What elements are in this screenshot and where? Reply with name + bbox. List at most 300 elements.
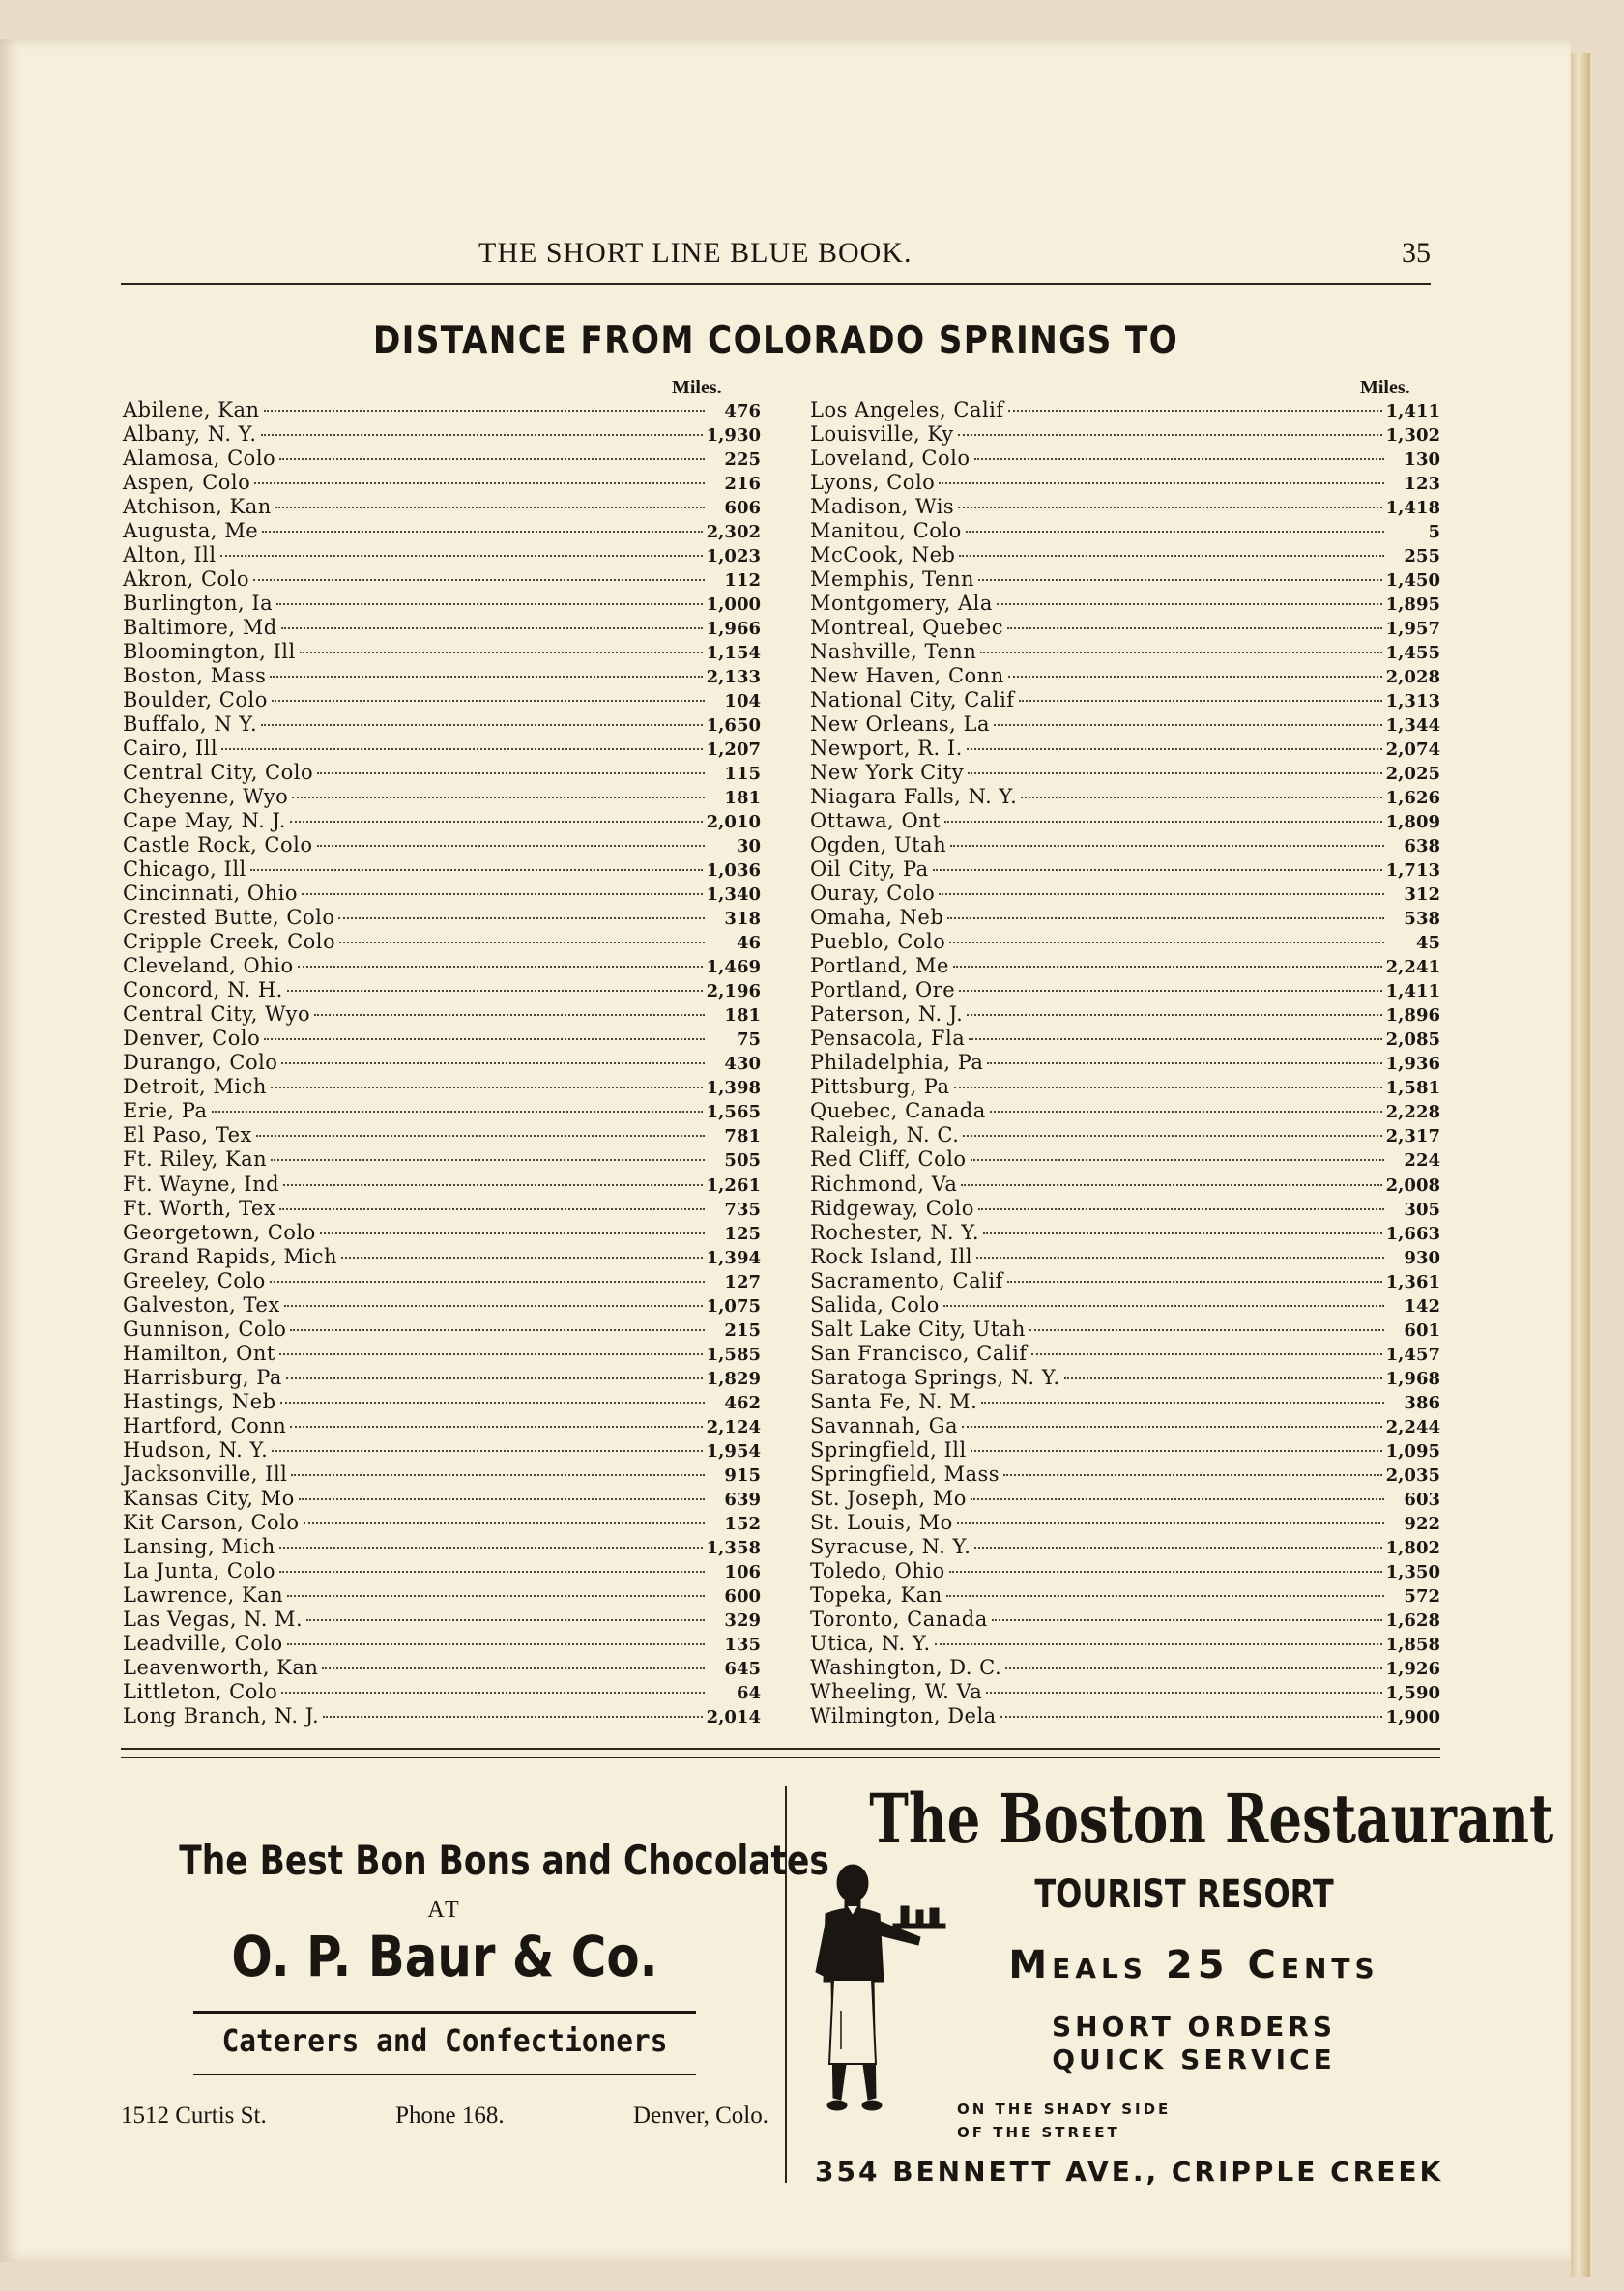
city-name: Lawrence, Kan (123, 1582, 284, 1607)
dot-leader (264, 410, 705, 412)
distance-miles: 225 (724, 450, 761, 471)
city-name: La Junta, Colo (123, 1558, 276, 1582)
distance-row (123, 1559, 761, 1582)
distance-row (123, 1438, 761, 1462)
distance-row (123, 1075, 761, 1098)
distance-miles: 1,930 (706, 425, 761, 447)
dot-leader (254, 482, 705, 484)
distance-row (810, 1123, 1440, 1146)
distance-miles: 2,028 (1385, 667, 1440, 688)
dot-leader (253, 579, 705, 581)
city-name: Topeka, Kan (810, 1582, 942, 1607)
dot-leader (299, 1498, 705, 1500)
restaurant-tagline: TOURIST RESORT (1034, 1872, 1334, 1917)
dot-leader (981, 1402, 1384, 1404)
distance-miles: 2,133 (706, 667, 761, 688)
distance-row (123, 1608, 761, 1631)
distance-row (810, 1704, 1440, 1727)
dot-leader (339, 942, 705, 943)
distance-row (123, 447, 761, 470)
dot-leader (966, 531, 1384, 533)
distance-row (123, 1704, 761, 1727)
short-orders-line: SHORT ORDERS (1051, 2011, 1336, 2043)
distance-miles: 135 (724, 1634, 761, 1655)
distance-miles: 130 (1404, 450, 1440, 471)
distance-miles: 1,829 (706, 1368, 761, 1389)
distance-miles: 305 (1404, 1199, 1440, 1220)
distance-miles: 922 (1404, 1513, 1440, 1534)
city-name: Littleton, Colo (123, 1679, 278, 1703)
distance-row (123, 616, 761, 639)
baur-firm-name: O. P. Baur & Co. (231, 1924, 658, 1989)
distance-row (810, 978, 1440, 1001)
city-name: Durango, Colo (123, 1051, 278, 1075)
dot-leader (939, 482, 1384, 484)
distance-miles: 430 (724, 1054, 761, 1075)
city-name: Boulder, Colo (123, 688, 268, 712)
dot-leader (949, 1571, 1382, 1573)
dot-leader (338, 917, 705, 919)
distance-miles: 1,968 (1385, 1368, 1440, 1389)
city-name: Ft. Wayne, Ind (123, 1172, 280, 1196)
city-name: Madison, Wis (810, 495, 955, 519)
city-name: Utica, N. Y. (810, 1631, 931, 1655)
distance-miles: 181 (724, 788, 761, 809)
distance-row (123, 1535, 761, 1558)
distance-miles: 216 (724, 474, 761, 495)
distance-row (810, 857, 1440, 881)
distance-miles: 606 (724, 498, 761, 519)
distance-miles: 1,936 (1385, 1054, 1440, 1075)
city-name: Cairo, Ill (123, 737, 218, 761)
distance-row (123, 688, 761, 711)
distance-miles: 2,317 (1385, 1126, 1440, 1147)
dot-leader (997, 603, 1382, 605)
distance-row (810, 1366, 1440, 1389)
city-name: Lyons, Colo (810, 471, 936, 495)
distance-row (123, 785, 761, 808)
city-name: Rock Island, Ill (810, 1244, 972, 1268)
dot-leader (281, 1692, 705, 1694)
distance-row (810, 1656, 1440, 1679)
dot-leader (272, 700, 705, 702)
city-name: Salida, Colo (810, 1292, 940, 1317)
distance-miles: 112 (724, 570, 761, 592)
distance-row (810, 1390, 1440, 1413)
baur-city: Denver, Colo. (633, 2102, 768, 2129)
city-name: Pittsburg, Pa (810, 1075, 950, 1099)
city-name: Central City, Colo (123, 761, 314, 785)
city-name: Cripple Creek, Colo (123, 930, 336, 954)
distance-row (810, 1269, 1440, 1292)
city-name: Loveland, Colo (810, 447, 971, 471)
distance-row (810, 1245, 1440, 1268)
restaurant-address: 354 BENNETT AVE., CRIPPLE CREEK (815, 2156, 1444, 2188)
distance-miles: 1,581 (1385, 1078, 1440, 1099)
distance-row (123, 1197, 761, 1220)
distance-row (810, 1414, 1440, 1437)
distance-row (123, 543, 761, 566)
distance-miles: 1,207 (706, 740, 761, 761)
distance-row (810, 1197, 1440, 1220)
distance-row (810, 906, 1440, 929)
distance-row (123, 664, 761, 687)
dot-leader (962, 1426, 1382, 1428)
distance-row (810, 737, 1440, 760)
city-name: Paterson, N. J. (810, 1002, 964, 1027)
dot-leader (221, 748, 703, 750)
dot-leader (978, 1208, 1384, 1210)
distance-row (123, 737, 761, 760)
baur-headline: The Best Bon Bons and Chocolates (179, 1837, 829, 1884)
distance-miles: 215 (724, 1320, 761, 1341)
city-name: Portland, Ore (810, 978, 956, 1002)
city-name: Ouray, Colo (810, 882, 936, 906)
distance-miles: 603 (1404, 1489, 1440, 1510)
distance-row (810, 809, 1440, 832)
restaurant-services (972, 2011, 1416, 2076)
dot-leader (971, 1450, 1382, 1452)
baur-subtitle-rule (193, 2074, 696, 2075)
distance-miles: 1,802 (1385, 1537, 1440, 1558)
distance-miles: 30 (736, 836, 761, 857)
distance-miles: 224 (1404, 1150, 1440, 1172)
distance-miles: 572 (1404, 1585, 1440, 1607)
miles-column-label-left: Miles. (672, 377, 722, 398)
distance-row (810, 1318, 1440, 1341)
dot-leader (302, 893, 703, 895)
city-name: Jacksonville, Ill (123, 1462, 288, 1486)
distance-miles: 1,350 (1385, 1561, 1440, 1582)
distance-miles: 2,124 (706, 1416, 761, 1437)
distance-row (810, 543, 1440, 566)
distance-row (123, 1099, 761, 1122)
distance-miles: 127 (724, 1271, 761, 1292)
city-name: National City, Calif (810, 688, 1015, 712)
baur-street: 1512 Curtis St. (121, 2102, 267, 2129)
city-name: Syracuse, N. Y. (810, 1534, 972, 1558)
dot-leader (983, 1232, 1382, 1234)
dot-leader (286, 1378, 703, 1379)
city-name: Oil City, Pa (810, 857, 929, 882)
dot-leader (291, 1474, 705, 1476)
distance-miles: 1,957 (1385, 619, 1440, 640)
distance-row (810, 495, 1440, 518)
distance-miles: 600 (724, 1585, 761, 1607)
distance-miles: 125 (724, 1223, 761, 1244)
distance-miles: 735 (724, 1199, 761, 1220)
city-name: Crested Butte, Colo (123, 906, 335, 930)
distance-miles: 1,450 (1385, 570, 1440, 592)
distance-row (123, 882, 761, 905)
dot-leader (290, 1329, 705, 1331)
distance-row (810, 640, 1440, 663)
distance-row (123, 1487, 761, 1510)
dot-leader (256, 1135, 705, 1137)
divider-rule-bottom (121, 1757, 1440, 1758)
page-edge (1571, 53, 1590, 2276)
distance-miles: 1,411 (1385, 401, 1440, 421)
distance-row (123, 1366, 761, 1389)
city-name: Central City, Wyo (123, 1002, 311, 1027)
distance-miles: 318 (724, 909, 761, 930)
dot-leader (279, 1353, 703, 1355)
dot-leader (967, 1014, 1381, 1016)
dot-leader (272, 1450, 702, 1452)
dot-leader (300, 652, 703, 653)
baur-phone: Phone 168. (395, 2102, 505, 2129)
distance-miles: 1,926 (1385, 1658, 1440, 1679)
city-name: Galveston, Tex (123, 1292, 280, 1317)
distance-miles: 1,398 (706, 1078, 761, 1099)
dot-leader (1008, 410, 1382, 412)
distance-miles: 1,585 (706, 1344, 761, 1365)
dot-leader (971, 1159, 1384, 1161)
page-number: 35 (1402, 237, 1431, 269)
city-name: Cleveland, Ohio (123, 954, 294, 978)
distance-miles: 915 (724, 1464, 761, 1486)
dot-leader (279, 1571, 705, 1573)
city-name: Pueblo, Colo (810, 930, 946, 954)
city-name: El Paso, Tex (123, 1123, 252, 1147)
distance-list-left (123, 398, 761, 1727)
dot-leader (968, 772, 1381, 774)
dot-leader (276, 507, 705, 508)
dot-leader (953, 966, 1382, 968)
distance-miles: 1,154 (706, 643, 761, 664)
city-name: Niagara Falls, N. Y. (810, 785, 1018, 809)
distance-miles: 1,565 (706, 1102, 761, 1123)
city-name: Augusta, Me (123, 519, 259, 543)
dot-leader (987, 1062, 1381, 1064)
distance-row (810, 882, 1440, 905)
city-name: Montgomery, Ala (810, 592, 993, 616)
distance-row (810, 1147, 1440, 1171)
distance-miles: 1,302 (1385, 425, 1440, 447)
dot-leader (276, 603, 702, 605)
dot-leader (317, 772, 705, 774)
distance-row (123, 1656, 761, 1679)
baur-advertisement (121, 1808, 829, 2175)
distance-row (810, 1487, 1440, 1510)
city-name: Ft. Worth, Tex (123, 1196, 276, 1220)
dot-leader (949, 942, 1384, 943)
distance-row (123, 1051, 761, 1074)
dot-leader (958, 434, 1382, 436)
distance-miles: 1,895 (1385, 594, 1440, 616)
city-name: Pensacola, Fla (810, 1027, 966, 1051)
city-name: Ft. Riley, Kan (123, 1147, 268, 1172)
dot-leader (1031, 1353, 1382, 1355)
city-name: New York City (810, 761, 965, 785)
dot-leader (281, 1062, 705, 1064)
book-page (0, 39, 1571, 2262)
city-name: Cincinnati, Ohio (123, 882, 298, 906)
distance-miles: 64 (736, 1682, 761, 1703)
distance-miles: 2,228 (1385, 1102, 1440, 1123)
city-name: Washington, D. C. (810, 1655, 1002, 1679)
dot-leader (939, 893, 1384, 895)
distance-miles: 386 (1404, 1392, 1440, 1413)
city-name: Akron, Colo (123, 567, 250, 592)
baur-subtitle: Caterers and Confectioners (221, 2022, 668, 2059)
distance-row (123, 1002, 761, 1026)
dot-leader (287, 990, 703, 992)
dot-leader (986, 1692, 1381, 1694)
dot-leader (961, 1184, 1381, 1186)
city-name: Georgetown, Colo (123, 1220, 316, 1244)
distance-row (810, 1099, 1440, 1122)
dot-leader (943, 1305, 1384, 1307)
baur-firm-rule (193, 2011, 696, 2014)
distance-miles: 115 (724, 764, 761, 785)
city-name: Raleigh, N. C. (810, 1123, 960, 1147)
distance-miles: 2,010 (706, 812, 761, 833)
city-name: New Haven, Conn (810, 664, 1004, 688)
distance-row (123, 978, 761, 1001)
distance-row (810, 567, 1440, 591)
city-name: Philadelphia, Pa (810, 1051, 984, 1075)
distance-row (810, 398, 1440, 421)
distance-miles: 1,313 (1385, 691, 1440, 712)
dot-leader (306, 1619, 705, 1621)
dot-leader (1005, 1668, 1381, 1669)
distance-miles: 2,244 (1385, 1416, 1440, 1437)
distance-row (810, 1221, 1440, 1244)
city-name: Wilmington, Dela (810, 1703, 997, 1727)
distance-row (123, 1342, 761, 1365)
distance-row (123, 640, 761, 663)
city-name: Wheeling, W. Va (810, 1679, 983, 1703)
distance-miles: 1,457 (1385, 1344, 1440, 1365)
city-name: Cape May, N. J. (123, 809, 286, 833)
distance-row (123, 954, 761, 977)
distance-row (123, 1293, 761, 1317)
running-header (121, 237, 1431, 285)
city-name: Springfield, Mass (810, 1462, 1000, 1486)
dot-leader (1019, 700, 1382, 702)
distance-miles: 1,626 (1385, 788, 1440, 809)
distance-miles: 1,095 (1385, 1440, 1440, 1462)
distance-miles: 1,628 (1385, 1610, 1440, 1631)
dot-leader (963, 1135, 1381, 1137)
city-name: Portland, Me (810, 954, 949, 978)
distance-miles: 142 (1404, 1295, 1440, 1317)
dot-leader (1007, 1281, 1382, 1283)
distance-row (123, 592, 761, 615)
dot-leader (1008, 676, 1382, 678)
distance-row (123, 1511, 761, 1534)
distance-row (123, 857, 761, 881)
distance-miles: 476 (724, 401, 761, 421)
dot-leader (271, 1159, 705, 1161)
city-name: Leadville, Colo (123, 1631, 283, 1655)
dot-leader (944, 821, 1381, 823)
city-name: Albany, N. Y. (123, 422, 257, 447)
city-name: Leavenworth, Kan (123, 1655, 319, 1679)
dot-leader (264, 1038, 705, 1040)
distance-miles: 1,411 (1385, 981, 1440, 1002)
city-name: Gunnison, Colo (123, 1317, 287, 1341)
dot-leader (304, 1522, 705, 1524)
city-name: Cheyenne, Wyo (123, 785, 289, 809)
distance-row (810, 1075, 1440, 1098)
city-name: Detroit, Mich (123, 1075, 267, 1099)
miles-column-label-right: Miles. (1360, 377, 1410, 398)
distance-miles: 75 (736, 1030, 761, 1051)
distance-row (123, 1027, 761, 1050)
city-name: Manitou, Colo (810, 519, 962, 543)
distance-miles: 5 (1428, 522, 1440, 543)
distance-row (123, 906, 761, 929)
distance-row (810, 1342, 1440, 1365)
city-name: Buffalo, N Y. (123, 712, 258, 737)
city-name: Ottawa, Ont (810, 809, 942, 833)
distance-row (810, 1463, 1440, 1486)
city-name: Los Angeles, Calif (810, 398, 1004, 421)
dot-leader (290, 821, 703, 823)
distance-row (123, 712, 761, 736)
city-name: Savannah, Ga (810, 1413, 959, 1437)
distance-row (123, 1414, 761, 1437)
distance-miles: 601 (1404, 1320, 1440, 1341)
distance-miles: 2,302 (706, 522, 761, 543)
dot-leader (284, 1305, 703, 1307)
restaurant-name: The Boston Restaurant (869, 1779, 1554, 1859)
dot-leader (270, 676, 702, 678)
city-name: Montreal, Quebec (810, 616, 1003, 640)
city-name: Richmond, Va (810, 1172, 958, 1196)
distance-row (810, 930, 1440, 953)
distance-row (810, 1559, 1440, 1582)
distance-row (123, 1583, 761, 1607)
distance-row (123, 471, 761, 494)
distance-miles: 255 (1404, 546, 1440, 567)
distance-miles: 2,025 (1385, 764, 1440, 785)
city-name: Harrisburg, Pa (123, 1365, 282, 1389)
distance-row (123, 398, 761, 421)
dot-leader (1021, 797, 1381, 798)
city-name: Hamilton, Ont (123, 1341, 276, 1365)
city-name: Memphis, Tenn (810, 567, 975, 592)
distance-miles: 312 (1404, 884, 1440, 906)
distance-miles: 1,469 (706, 957, 761, 978)
restaurant-location-note (957, 2098, 1276, 2144)
dot-leader (1064, 1378, 1382, 1379)
city-name: Hastings, Neb (123, 1389, 276, 1413)
distance-row (810, 785, 1440, 808)
dot-leader (290, 1426, 702, 1428)
distance-miles: 1,966 (706, 619, 761, 640)
distance-miles: 2,008 (1385, 1174, 1440, 1196)
city-name: Aspen, Colo (123, 471, 251, 495)
dot-leader (287, 1595, 705, 1597)
dot-leader (946, 1595, 1384, 1597)
distance-miles: 1,361 (1385, 1271, 1440, 1292)
dot-leader (298, 966, 703, 968)
city-name: Omaha, Neb (810, 906, 944, 930)
distance-miles: 1,023 (706, 546, 761, 567)
city-name: St. Joseph, Mo (810, 1486, 967, 1510)
distance-row (123, 1147, 761, 1171)
distance-miles: 106 (724, 1561, 761, 1582)
dot-leader (279, 458, 705, 460)
distance-row (810, 1173, 1440, 1196)
distance-row (123, 1173, 761, 1196)
dot-leader (967, 748, 1382, 750)
distance-row (123, 761, 761, 784)
city-name: Castle Rock, Colo (123, 833, 313, 857)
